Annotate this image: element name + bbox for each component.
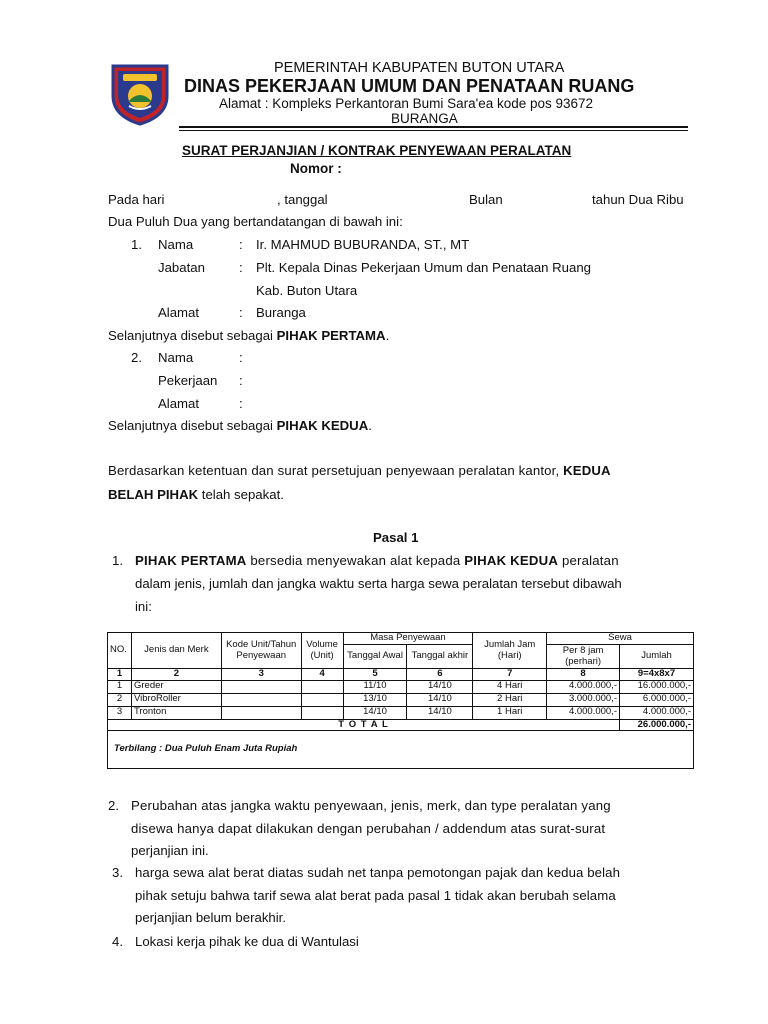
header-city: BURANGA — [391, 111, 458, 126]
party1-designation: Selanjutnya disebut sebagai PIHAK PERTAMA. — [108, 328, 390, 343]
item3-line1: harga sewa alat berat diatas sudah net tanpa pemotongan pajak dan kedua belah — [135, 865, 621, 880]
cell-amount: 4.000.000,- — [620, 706, 694, 719]
cell-amount: 16.000.000,- — [620, 680, 694, 693]
cell-volume — [301, 693, 343, 706]
col-number: 7 — [473, 669, 547, 681]
col-header-rent: Sewa — [547, 633, 694, 645]
cell-no: 2 — [108, 693, 132, 706]
item1-line2: dalam jenis, jumlah dan jangka waktu serta harga sewa peralatan tersebut dibawah — [135, 576, 622, 591]
party1-name-label: Nama — [158, 237, 194, 252]
total-label: T O T A L — [108, 719, 620, 731]
item2-line2: disewa hanya dapat dilakukan dengan perubahan / addendum atas surat-surat — [131, 821, 606, 836]
col-header-code: Kode Unit/Tahun Penyewaan — [221, 633, 301, 669]
party1-name: Ir. MAHMUD BUBURANDA, ST., MT — [256, 237, 470, 252]
cell-volume — [301, 680, 343, 693]
col-header-no: NO. — [108, 633, 132, 669]
party2-name-label: Nama — [158, 350, 194, 365]
header-address: Alamat : Kompleks Perkantoran Bumi Sara'ea kode pos 93672 — [219, 96, 594, 111]
item1-number: 1. — [112, 553, 123, 568]
total-amount: 26.000.000,- — [620, 719, 694, 731]
col-header-hours: Jumlah Jam (Hari) — [473, 633, 547, 669]
basis-line2: BELAH PIHAK telah sepakat. — [108, 487, 284, 502]
rental-table — [107, 632, 694, 769]
party2-designation: Selanjutnya disebut sebagai PIHAK KEDUA. — [108, 418, 372, 433]
cell-hours: 1 Hari — [473, 706, 547, 719]
party2-address-label: Alamat — [158, 396, 200, 411]
col-number: 6 — [407, 669, 473, 681]
party1-position-label: Jabatan — [158, 260, 205, 275]
col-number: 2 — [131, 669, 221, 681]
party1-position-line1: Plt. Kepala Dinas Pekerjaan Umum dan Penataan Ruang — [256, 260, 592, 275]
item4-line1: Lokasi kerja pihak ke dua di Wantulasi — [135, 934, 359, 949]
item1-line1: PIHAK PERTAMA bersedia menyewakan alat kepada PIHAK KEDUA peralatan — [135, 553, 619, 568]
item3-line3: perjanjian belum berakhir. — [135, 910, 287, 925]
cell-code — [221, 680, 301, 693]
item2-line3: perjanjian ini. — [131, 843, 209, 858]
col-header-start: Tanggal Awal — [343, 645, 407, 669]
opening-line2: Dua Puluh Dua yang bertandatangan di bawah ini: — [108, 214, 403, 229]
basis-line1: Berdasarkan ketentuan dan surat persetujuan penyewaan peralatan kantor, KEDUA — [108, 463, 611, 478]
cell-hours: 4 Hari — [473, 680, 547, 693]
cell-code — [221, 706, 301, 719]
col-number: 4 — [301, 669, 343, 681]
colon: : — [239, 373, 243, 388]
item4-number: 4. — [112, 934, 123, 949]
opening-bulan: Bulan — [469, 192, 503, 207]
item2-line1: Perubahan atas jangka waktu penyewaan, jenis, merk, dan type peralatan yang — [131, 798, 611, 813]
col-number: 5 — [343, 669, 407, 681]
opening-tahun: tahun Dua Ribu — [592, 192, 684, 207]
cell-type: Greder — [131, 680, 221, 693]
cell-start: 13/10 — [343, 693, 407, 706]
header-rule-thin — [179, 130, 688, 131]
document-title: SURAT PERJANJIAN / KONTRAK PENYEWAAN PERALATAN — [182, 143, 572, 158]
col-header-end: Tanggal akhir — [407, 645, 473, 669]
cell-volume — [301, 706, 343, 719]
col-number: 9=4x8x7 — [620, 669, 694, 681]
header-department: DINAS PEKERJAAN UMUM DAN PENATAAN RUANG — [184, 76, 635, 96]
header-rule-thick — [179, 126, 688, 128]
opening-tanggal: , tanggal — [277, 192, 328, 207]
cell-start: 14/10 — [343, 706, 407, 719]
colon: : — [239, 350, 243, 365]
col-header-per-day: Per 8 jam (perhari) — [547, 645, 620, 669]
cell-amount: 6.000.000,- — [620, 693, 694, 706]
col-header-rental-period: Masa Penyewaan — [343, 633, 473, 645]
cell-end: 14/10 — [407, 680, 473, 693]
colon: : — [239, 237, 243, 252]
header-government: PEMERINTAH KABUPATEN BUTON UTARA — [274, 60, 565, 76]
item1-line3: ini: — [135, 599, 152, 614]
col-header-type: Jenis dan Merk — [131, 633, 221, 669]
party1-position-line2: Kab. Buton Utara — [256, 283, 358, 298]
cell-no: 1 — [108, 680, 132, 693]
party2-number: 2. — [131, 350, 142, 365]
amount-in-words: Terbilang : Dua Puluh Enam Juta Rupiah — [108, 731, 694, 769]
cell-type: VibroRoller — [131, 693, 221, 706]
cell-end: 14/10 — [407, 693, 473, 706]
regency-logo — [107, 62, 173, 126]
item3-line2: pihak setuju bahwa tarif sewa alat berat pada pasal 1 tidak akan berubah selama — [135, 888, 616, 903]
party1-number: 1. — [131, 237, 142, 252]
col-header-amount: Jumlah — [620, 645, 694, 669]
col-number: 8 — [547, 669, 620, 681]
cell-per-day: 3.000.000,- — [547, 693, 620, 706]
cell-per-day: 4.000.000,- — [547, 680, 620, 693]
party1-address-label: Alamat — [158, 305, 200, 320]
party2-job-label: Pekerjaan — [158, 373, 218, 388]
cell-end: 14/10 — [407, 706, 473, 719]
item2-number: 2. — [108, 798, 119, 813]
table-row — [108, 706, 694, 719]
col-number: 3 — [221, 669, 301, 681]
article-heading: Pasal 1 — [373, 530, 419, 545]
colon: : — [239, 260, 243, 275]
cell-code — [221, 693, 301, 706]
cell-hours: 2 Hari — [473, 693, 547, 706]
col-number: 1 — [108, 669, 132, 681]
cell-no: 3 — [108, 706, 132, 719]
item3-number: 3. — [112, 865, 123, 880]
cell-type: Tronton — [131, 706, 221, 719]
colon: : — [239, 305, 243, 320]
colon: : — [239, 396, 243, 411]
party1-address: Buranga — [256, 305, 306, 320]
table-row — [108, 693, 694, 706]
document-number: Nomor : — [290, 161, 342, 176]
col-header-volume: Volume (Unit) — [301, 633, 343, 669]
cell-per-day: 4.000.000,- — [547, 706, 620, 719]
cell-start: 11/10 — [343, 680, 407, 693]
opening-hari: Pada hari — [108, 192, 165, 207]
table-row — [108, 680, 694, 693]
